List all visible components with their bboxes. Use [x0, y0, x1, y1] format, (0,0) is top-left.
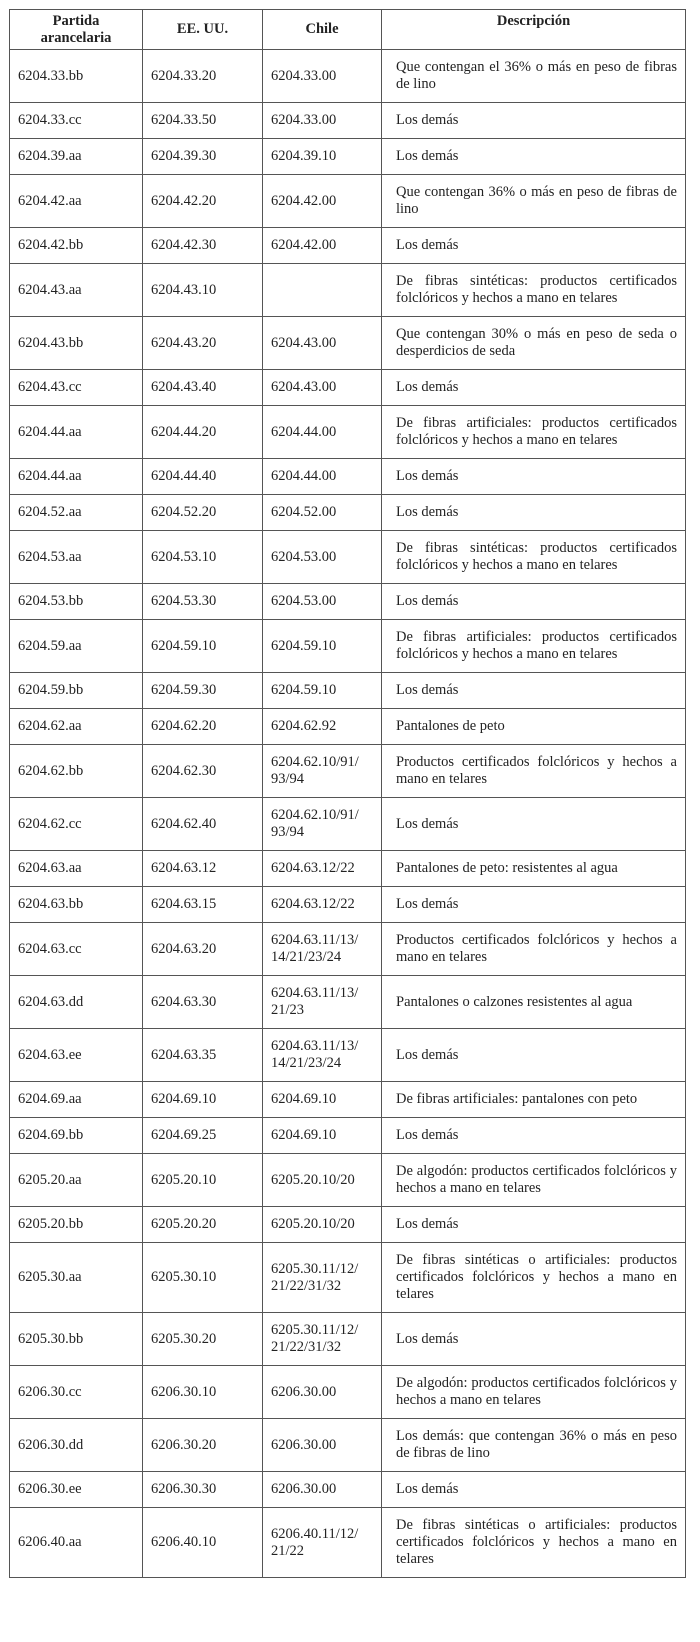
descripcion-cell: De fibras artificiales: pantalones con peto [382, 1082, 686, 1118]
table-row [10, 370, 686, 406]
eeuu-cell: 6206.40.10 [143, 1508, 263, 1578]
partida-cell: 6204.43.aa [10, 264, 143, 317]
table-row [10, 1118, 686, 1154]
descripcion-cell: Los demás [382, 584, 686, 620]
chile-cell: 6206.40.11/12/ 21/22 [263, 1508, 382, 1578]
partida-cell: 6204.63.dd [10, 976, 143, 1029]
chile-cell: 6204.59.10 [263, 620, 382, 673]
table-row [10, 976, 686, 1029]
descripcion-cell: Los demás [382, 1313, 686, 1366]
eeuu-cell: 6204.42.20 [143, 175, 263, 228]
header-eeuu: EE. UU. [143, 10, 263, 50]
partida-cell: 6204.42.aa [10, 175, 143, 228]
eeuu-cell: 6204.69.25 [143, 1118, 263, 1154]
descripcion-cell: Los demás [382, 1029, 686, 1082]
eeuu-cell: 6204.53.10 [143, 531, 263, 584]
table-row [10, 531, 686, 584]
partida-cell: 6204.59.bb [10, 673, 143, 709]
table-row [10, 1207, 686, 1243]
table-row [10, 923, 686, 976]
descripcion-cell: Que contengan el 36% o más en peso de fibras de lino [382, 50, 686, 103]
eeuu-cell: 6204.63.35 [143, 1029, 263, 1082]
partida-cell: 6204.62.cc [10, 798, 143, 851]
eeuu-cell: 6204.63.30 [143, 976, 263, 1029]
partida-cell: 6204.62.aa [10, 709, 143, 745]
eeuu-cell: 6204.44.20 [143, 406, 263, 459]
chile-cell: 6204.63.12/22 [263, 887, 382, 923]
chile-cell: 6205.30.11/12/ 21/22/31/32 [263, 1243, 382, 1313]
descripcion-cell: Que contengan 30% o más en peso de seda o desperdicios de seda [382, 317, 686, 370]
partida-cell: 6204.69.bb [10, 1118, 143, 1154]
chile-cell: 6204.62.10/91/ 93/94 [263, 745, 382, 798]
partida-cell: 6204.33.cc [10, 103, 143, 139]
eeuu-cell: 6204.33.50 [143, 103, 263, 139]
table-row [10, 495, 686, 531]
table-row [10, 264, 686, 317]
table-row [10, 1313, 686, 1366]
partida-cell: 6204.59.aa [10, 620, 143, 673]
descripcion-cell: Los demás [382, 1207, 686, 1243]
partida-cell: 6206.30.dd [10, 1419, 143, 1472]
chile-cell: 6206.30.00 [263, 1419, 382, 1472]
partida-cell: 6204.63.bb [10, 887, 143, 923]
descripcion-cell: Los demás [382, 1472, 686, 1508]
chile-cell: 6204.69.10 [263, 1082, 382, 1118]
chile-cell: 6204.43.00 [263, 370, 382, 406]
eeuu-cell: 6204.43.40 [143, 370, 263, 406]
table-row [10, 1154, 686, 1207]
header-row [10, 10, 686, 50]
eeuu-cell: 6204.39.30 [143, 139, 263, 175]
partida-cell: 6204.43.cc [10, 370, 143, 406]
eeuu-cell: 6206.30.30 [143, 1472, 263, 1508]
table-row [10, 1472, 686, 1508]
partida-cell: 6204.42.bb [10, 228, 143, 264]
partida-cell: 6205.20.aa [10, 1154, 143, 1207]
table-row [10, 851, 686, 887]
chile-cell: 6206.30.00 [263, 1472, 382, 1508]
eeuu-cell: 6204.63.15 [143, 887, 263, 923]
chile-cell: 6204.62.92 [263, 709, 382, 745]
tariff-table [9, 9, 686, 1578]
chile-cell: 6205.20.10/20 [263, 1154, 382, 1207]
table-row [10, 50, 686, 103]
descripcion-cell: De fibras artificiales: productos certificados folclóricos y hechos a mano en telares [382, 620, 686, 673]
descripcion-cell: De algodón: productos certificados folclóricos y hechos a mano en telares [382, 1154, 686, 1207]
descripcion-cell: Pantalones de peto: resistentes al agua [382, 851, 686, 887]
eeuu-cell: 6204.63.12 [143, 851, 263, 887]
partida-cell: 6204.39.aa [10, 139, 143, 175]
chile-cell: 6204.42.00 [263, 175, 382, 228]
table-row [10, 673, 686, 709]
table-row [10, 103, 686, 139]
partida-cell: 6204.53.bb [10, 584, 143, 620]
eeuu-cell: 6204.62.20 [143, 709, 263, 745]
eeuu-cell: 6204.62.40 [143, 798, 263, 851]
chile-cell: 6204.59.10 [263, 673, 382, 709]
descripcion-cell: Los demás [382, 1118, 686, 1154]
partida-cell: 6204.44.aa [10, 459, 143, 495]
table-row [10, 1029, 686, 1082]
partida-cell: 6204.52.aa [10, 495, 143, 531]
eeuu-cell: 6204.59.30 [143, 673, 263, 709]
partida-cell: 6204.63.aa [10, 851, 143, 887]
table-row [10, 139, 686, 175]
descripcion-cell: Pantalones o calzones resistentes al agua [382, 976, 686, 1029]
chile-cell: 6205.20.10/20 [263, 1207, 382, 1243]
table-row [10, 887, 686, 923]
partida-cell: 6205.20.bb [10, 1207, 143, 1243]
eeuu-cell: 6204.59.10 [143, 620, 263, 673]
chile-cell: 6204.44.00 [263, 406, 382, 459]
descripcion-cell: De fibras sintéticas: productos certificados folclóricos y hechos a mano en telares [382, 264, 686, 317]
chile-cell: 6204.44.00 [263, 459, 382, 495]
descripcion-cell: Los demás [382, 673, 686, 709]
table-row [10, 1508, 686, 1578]
eeuu-cell: 6205.20.20 [143, 1207, 263, 1243]
partida-cell: 6204.63.ee [10, 1029, 143, 1082]
header-chile: Chile [263, 10, 382, 50]
table-row [10, 1366, 686, 1419]
chile-cell: 6204.63.11/13/ 14/21/23/24 [263, 1029, 382, 1082]
partida-cell: 6205.30.bb [10, 1313, 143, 1366]
eeuu-cell: 6204.53.30 [143, 584, 263, 620]
partida-cell: 6204.53.aa [10, 531, 143, 584]
table-row [10, 406, 686, 459]
chile-cell: 6204.69.10 [263, 1118, 382, 1154]
chile-cell: 6204.52.00 [263, 495, 382, 531]
descripcion-cell: Pantalones de peto [382, 709, 686, 745]
chile-cell: 6204.62.10/91/ 93/94 [263, 798, 382, 851]
partida-cell: 6205.30.aa [10, 1243, 143, 1313]
table-row [10, 1243, 686, 1313]
descripcion-cell: Los demás [382, 228, 686, 264]
descripcion-cell: Los demás [382, 459, 686, 495]
partida-cell: 6204.44.aa [10, 406, 143, 459]
partida-cell: 6204.43.bb [10, 317, 143, 370]
chile-cell: 6204.53.00 [263, 584, 382, 620]
descripcion-cell: Que contengan 36% o más en peso de fibras de lino [382, 175, 686, 228]
descripcion-cell: De fibras artificiales: productos certificados folclóricos y hechos a mano en telares [382, 406, 686, 459]
descripcion-cell: Los demás [382, 495, 686, 531]
descripcion-cell: De fibras sintéticas o artificiales: productos certificados folclóricos y hechos a mano en telares [382, 1243, 686, 1313]
partida-cell: 6206.30.ee [10, 1472, 143, 1508]
descripcion-cell: Los demás [382, 370, 686, 406]
descripcion-cell: Los demás [382, 103, 686, 139]
descripcion-cell: Productos certificados folclóricos y hechos a mano en telares [382, 923, 686, 976]
chile-cell: 6205.30.11/12/ 21/22/31/32 [263, 1313, 382, 1366]
descripcion-cell: De fibras sintéticas o artificiales: productos certificados folclóricos y hechos a mano en telares [382, 1508, 686, 1578]
table-row [10, 1082, 686, 1118]
eeuu-cell: 6206.30.20 [143, 1419, 263, 1472]
partida-cell: 6206.40.aa [10, 1508, 143, 1578]
partida-cell: 6206.30.cc [10, 1366, 143, 1419]
eeuu-cell: 6204.44.40 [143, 459, 263, 495]
descripcion-cell: Los demás [382, 139, 686, 175]
descripcion-cell: De algodón: productos certificados folclóricos y hechos a mano en telares [382, 1366, 686, 1419]
eeuu-cell: 6206.30.10 [143, 1366, 263, 1419]
table-row [10, 317, 686, 370]
eeuu-cell: 6205.30.10 [143, 1243, 263, 1313]
descripcion-cell: De fibras sintéticas: productos certificados folclóricos y hechos a mano en telares [382, 531, 686, 584]
partida-cell: 6204.63.cc [10, 923, 143, 976]
descripcion-cell: Los demás [382, 887, 686, 923]
partida-cell: 6204.69.aa [10, 1082, 143, 1118]
descripcion-cell: Productos certificados folclóricos y hechos a mano en telares [382, 745, 686, 798]
eeuu-cell: 6204.63.20 [143, 923, 263, 976]
table-row [10, 709, 686, 745]
chile-cell: 6204.63.11/13/ 21/23 [263, 976, 382, 1029]
eeuu-cell: 6205.30.20 [143, 1313, 263, 1366]
partida-cell: 6204.33.bb [10, 50, 143, 103]
eeuu-cell: 6204.69.10 [143, 1082, 263, 1118]
descripcion-cell: Los demás: que contengan 36% o más en peso de fibras de lino [382, 1419, 686, 1472]
eeuu-cell: 6204.62.30 [143, 745, 263, 798]
header-descripcion: Descripción [382, 10, 686, 50]
eeuu-cell: 6204.33.20 [143, 50, 263, 103]
chile-cell: 6204.63.12/22 [263, 851, 382, 887]
table-row [10, 620, 686, 673]
chile-cell: 6204.33.00 [263, 50, 382, 103]
chile-cell [263, 264, 382, 317]
chile-cell: 6204.63.11/13/ 14/21/23/24 [263, 923, 382, 976]
header-partida: Partida arancelaria [10, 10, 143, 50]
table-row [10, 1419, 686, 1472]
descripcion-cell: Los demás [382, 798, 686, 851]
chile-cell: 6204.33.00 [263, 103, 382, 139]
chile-cell: 6204.39.10 [263, 139, 382, 175]
eeuu-cell: 6205.20.10 [143, 1154, 263, 1207]
eeuu-cell: 6204.43.10 [143, 264, 263, 317]
table-row [10, 228, 686, 264]
table-row [10, 584, 686, 620]
chile-cell: 6206.30.00 [263, 1366, 382, 1419]
eeuu-cell: 6204.42.30 [143, 228, 263, 264]
table-row [10, 175, 686, 228]
chile-cell: 6204.42.00 [263, 228, 382, 264]
partida-cell: 6204.62.bb [10, 745, 143, 798]
table-row [10, 459, 686, 495]
chile-cell: 6204.53.00 [263, 531, 382, 584]
table-row [10, 798, 686, 851]
eeuu-cell: 6204.52.20 [143, 495, 263, 531]
chile-cell: 6204.43.00 [263, 317, 382, 370]
eeuu-cell: 6204.43.20 [143, 317, 263, 370]
table-row [10, 745, 686, 798]
